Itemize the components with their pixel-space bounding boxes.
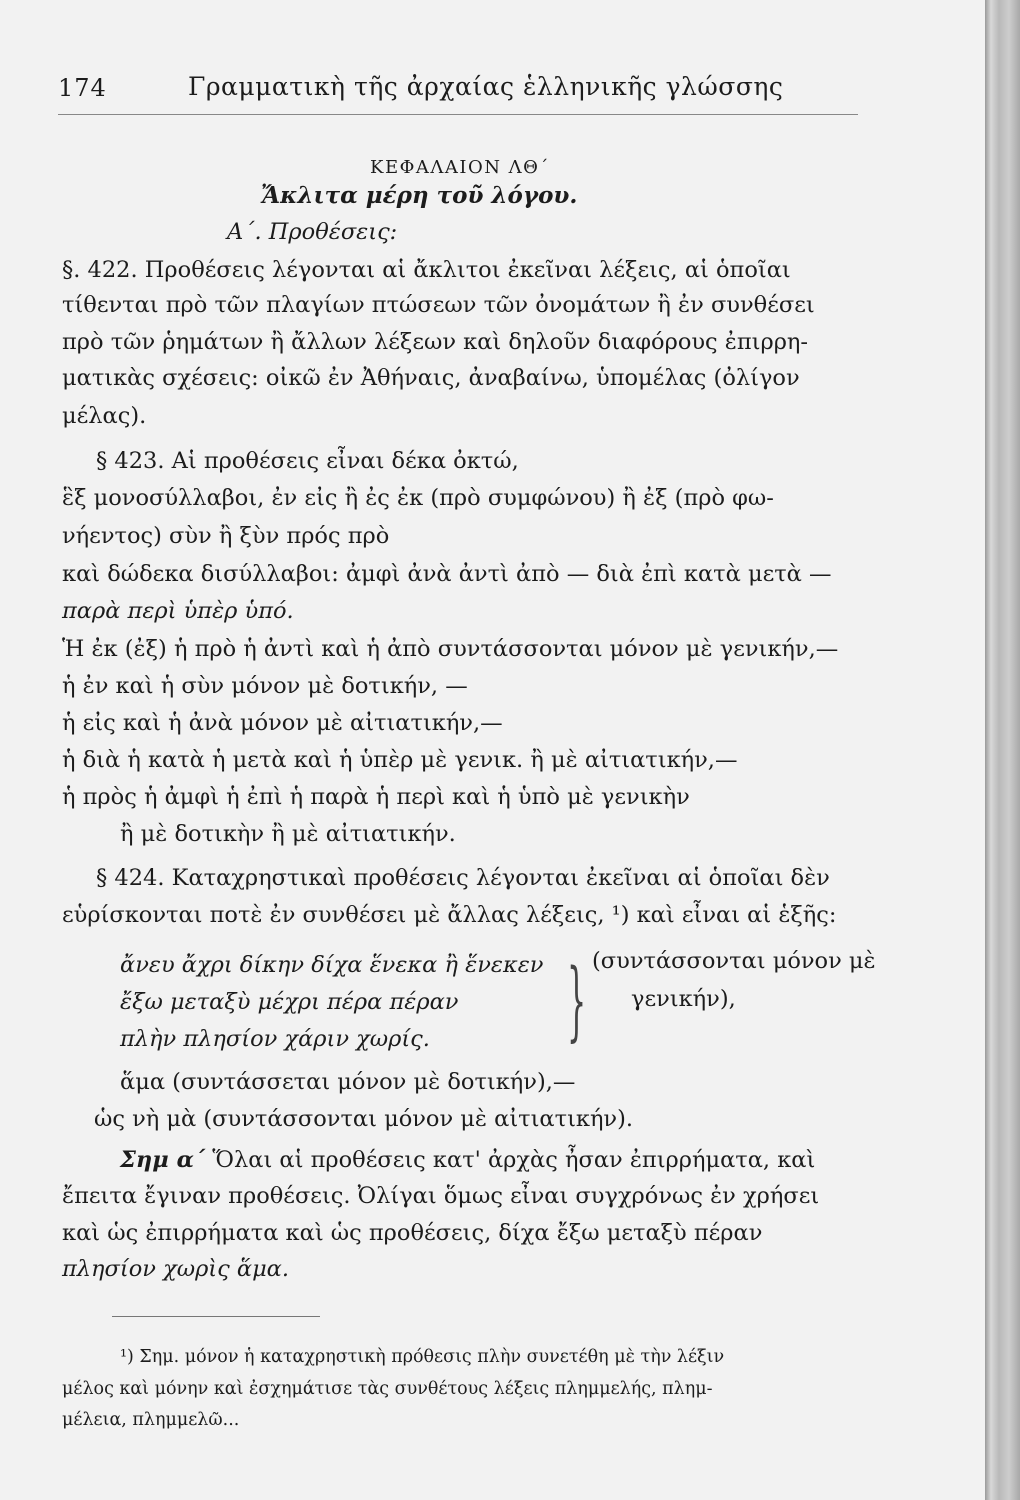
chapter-label: ΚΕΦΑΛΑΙΟΝ ΛΘ΄ — [370, 157, 550, 178]
preposition-list-line: ἔξω μεταξὺ μέχρι πέρα πέραν — [120, 989, 459, 1015]
para-423-line: Ἡ ἐκ (ἐξ) ἡ πρὸ ἡ ἀντὶ καὶ ἡ ἀπὸ συντάσσονται μόνον μὲ γενικήν,— — [62, 636, 839, 662]
para-424-line: εὑρίσκονται ποτὲ ἐν συνθέσει μὲ ἄλλας λέξεις, ¹) καὶ εἶναι αἱ ἑξῆς: — [62, 902, 837, 928]
para-423-line: ἢ μὲ δοτικὴν ἢ μὲ αἰτιατικήν. — [120, 821, 456, 847]
list-brace: } — [567, 951, 587, 1051]
remark-line — [120, 1146, 815, 1174]
para-423-line: παρὰ περὶ ὑπὲρ ὑπό. — [62, 598, 294, 624]
footnote-line: μέλεια, πλημμελῶ... — [62, 1410, 240, 1430]
para-423-line: ἡ ἐν καὶ ἡ σὺν μόνον μὲ δοτικήν, — — [62, 673, 468, 699]
para-423-line: ἓξ μονοσύλλαβοι, ἐν εἰς ἢ ἐς ἐκ (πρὸ συμφώνου) ἢ ἐξ (πρὸ φω- — [62, 485, 774, 511]
para-423-line: ἡ διὰ ἡ κατὰ ἡ μετὰ καὶ ἡ ὑπὲρ μὲ γενικ. ἢ μὲ αἰτιατικήν,— — [62, 747, 738, 773]
para-423-line: νήεντος) σὺν ἢ ξὺν πρός πρὸ — [62, 523, 390, 549]
preposition-list-line: ἄνευ ἄχρι δίκην δίχα ἕνεκα ἢ ἕνεκεν — [120, 952, 544, 978]
preposition-list-line: πλὴν πλησίον χάριν χωρίς. — [120, 1026, 430, 1052]
para-423-line: § 423. Αἱ προθέσεις εἶναι δέκα ὀκτώ, — [96, 448, 519, 474]
running-title: Γραμματικὴ τῆς ἀρχαίας ἑλληνικῆς γλώσσης — [188, 72, 784, 101]
section-heading: Α΄. Προθέσεις: — [227, 219, 398, 245]
para-422-line: τίθενται πρὸ τῶν πλαγίων πτώσεων τῶν ὀνομάτων ἢ ἐν συνθέσει — [62, 292, 815, 318]
para-424-after-line: ἅμα (συντάσσεται μόνον μὲ δοτικήν),— — [120, 1069, 576, 1095]
para-422-line: πρὸ τῶν ῥημάτων ἢ ἄλλων λέξεων καὶ δηλοῦν διαφόρους ἐπιρρη- — [62, 329, 809, 355]
chapter-title: Ἄκλιτα μέρη τοῦ λόγου. — [261, 182, 578, 209]
list-note-line: (συντάσσονται μόνον μὲ — [592, 948, 876, 974]
remark-line: ἔπειτα ἔγιναν προθέσεις. Ὀλίγαι ὅμως εἶναι συγχρόνως ἐν χρήσει — [62, 1183, 820, 1209]
remark-label: Σημ α΄ — [120, 1147, 206, 1173]
header-rule — [58, 114, 858, 115]
footnote-line: μέλος καὶ μόνην καὶ ἐσχημάτισε τὰς συνθέτους λέξεις πλημμελής, πλημ- — [62, 1379, 713, 1399]
footnote-line: ¹) Σημ. μόνον ἡ καταχρηστικὴ πρόθεσις πλὴν συνετέθη μὲ τὴν λέξιν — [120, 1347, 725, 1367]
remark-text: Ὅλαι αἱ προθέσεις κατ' ἀρχὰς ἦσαν ἐπιρρήματα, καὶ — [212, 1147, 816, 1173]
para-423-line: ἡ εἰς καὶ ἡ ἀνὰ μόνον μὲ αἰτιατικήν,— — [62, 710, 503, 736]
para-424-after-line: ὡς νὴ μὰ (συντάσσονται μόνον μὲ αἰτιατικήν). — [94, 1106, 634, 1132]
para-422-line: μέλας). — [62, 403, 147, 429]
page-edge — [985, 0, 1020, 1500]
list-note-line: γενικήν), — [631, 986, 736, 1012]
para-423-line: καὶ δώδεκα δισύλλαβοι: ἀμφὶ ἀνὰ ἀντὶ ἀπὸ — διὰ ἐπὶ κατὰ μετὰ — — [62, 561, 832, 587]
para-422-line: ματικὰς σχέσεις: οἰκῶ ἐν Ἀθήναις, ἀναβαίνω, ὑπομέλας (ὀλίγον — [62, 365, 800, 391]
remark-line: πλησίον χωρὶς ἅμα. — [62, 1256, 290, 1282]
remark-line: καὶ ὡς ἐπιρρήματα καὶ ὡς προθέσεις, δίχα ἔξω μεταξὺ πέραν — [62, 1220, 763, 1246]
para-424-line: § 424. Καταχρηστικαὶ προθέσεις λέγονται ἐκεῖναι αἱ ὁποῖαι δὲν — [96, 865, 830, 891]
para-423-line: ἡ πρὸς ἡ ἀμφὶ ἡ ἐπὶ ἡ παρὰ ἡ περὶ καὶ ἡ ὑπὸ μὲ γενικὴν — [62, 784, 690, 810]
page-number: 174 — [58, 74, 107, 102]
para-422-line: §. 422. Προθέσεις λέγονται αἱ ἄκλιτοι ἐκεῖναι λέξεις, αἱ ὁποῖαι — [62, 257, 791, 283]
footnote-rule — [112, 1316, 320, 1317]
